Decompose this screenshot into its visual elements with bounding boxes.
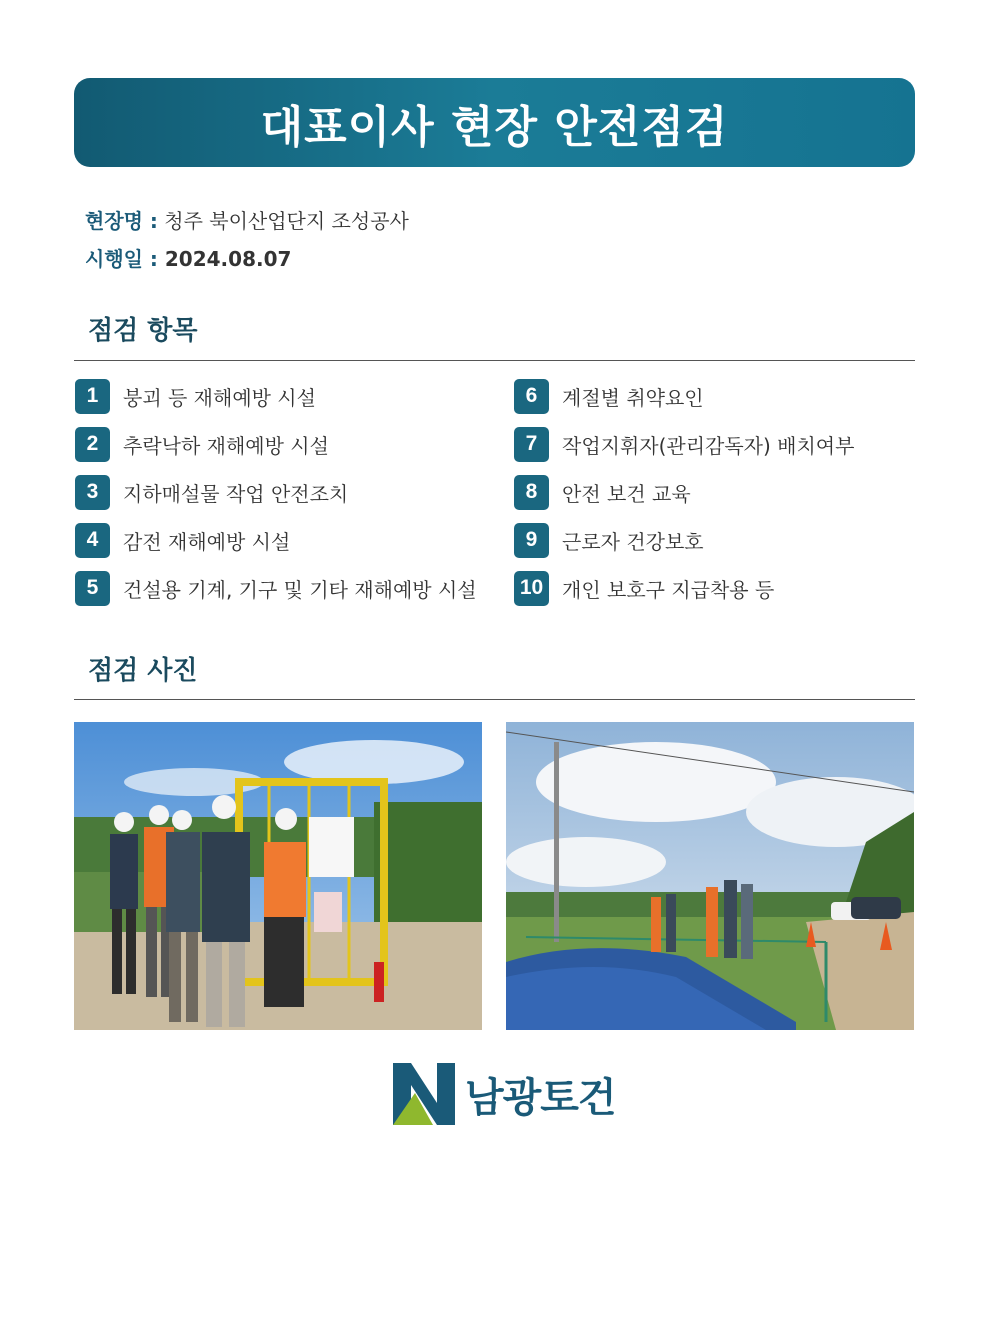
check-item: [514, 570, 774, 606]
logo-text: 남광토건: [465, 1074, 616, 1121]
page-title: 대표이사 현장 안전점검: [260, 101, 729, 153]
check-item: [514, 474, 691, 510]
logo-mark-icon: [393, 1063, 455, 1125]
date-label: 시행일 :: [85, 247, 158, 271]
item-label: 계절별 취약요인: [562, 385, 704, 410]
item-label: 개인 보호구 지급착용 등: [562, 577, 775, 602]
section-title-items: 점검 항목: [88, 316, 198, 346]
section-divider: [74, 699, 915, 700]
item-number-badge: 5: [75, 571, 110, 606]
check-item: [75, 426, 329, 462]
date-value: 2024.08.07: [164, 247, 292, 271]
check-item: [514, 522, 704, 558]
item-number-badge: 6: [514, 379, 549, 414]
item-label: 작업지휘자(관리감독자) 배치여부: [562, 433, 855, 458]
company-logo: [393, 1063, 618, 1125]
check-item: [75, 570, 477, 606]
check-item: [75, 474, 348, 510]
item-number-badge: 1: [75, 379, 110, 414]
check-item: [514, 378, 704, 414]
site-value: 청주 북이산업단지 조성공사: [164, 209, 409, 233]
inspection-photo-1: [74, 722, 482, 1030]
item-number-badge: 8: [514, 475, 549, 510]
site-label: 현장명 :: [85, 209, 158, 233]
item-label: 추락낙하 재해예방 시설: [123, 433, 329, 458]
section-title-photos: 점검 사진: [88, 656, 198, 686]
item-number-badge: 4: [75, 523, 110, 558]
item-number-badge: 10: [514, 571, 549, 606]
check-item: [75, 378, 316, 414]
item-label: 안전 보건 교육: [562, 481, 691, 506]
item-number-badge: 3: [75, 475, 110, 510]
item-number-badge: 9: [514, 523, 549, 558]
item-number-badge: 2: [75, 427, 110, 462]
site-info: [85, 205, 409, 234]
item-number-badge: 7: [514, 427, 549, 462]
title-banner: [74, 78, 915, 167]
check-item: [514, 426, 854, 462]
check-item: [75, 522, 290, 558]
section-divider: [74, 360, 915, 361]
item-label: 붕괴 등 재해예방 시설: [123, 385, 316, 410]
item-label: 감전 재해예방 시설: [123, 529, 291, 554]
item-label: 근로자 건강보호: [562, 529, 704, 554]
item-label: 지하매설물 작업 안전조치: [123, 481, 349, 506]
date-info: [85, 243, 291, 272]
item-label: 건설용 기계, 기구 및 기타 재해예방 시설: [123, 577, 477, 602]
inspection-photo-2: [506, 722, 914, 1030]
